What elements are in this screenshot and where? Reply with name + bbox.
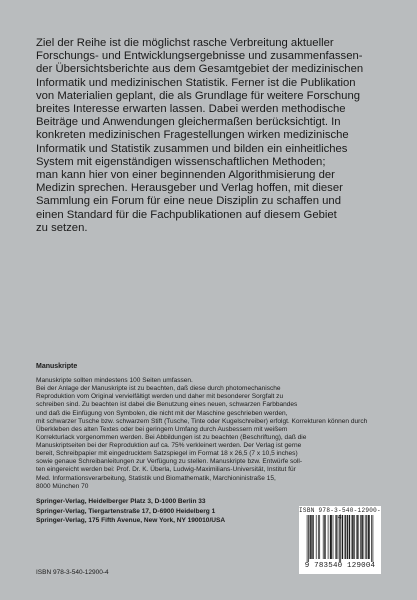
barcode [299,506,381,574]
barcode-bar [366,515,367,559]
barcode-bar [342,515,343,559]
barcode-bar [371,515,372,562]
barcode-bar [363,515,364,559]
barcode-bar [356,515,357,559]
barcode-bars [299,515,381,562]
barcode-bar [352,515,353,559]
barcode-bar [347,515,348,559]
barcode-isbn-label: ISBN 978-3-540-12900-4 [299,507,381,521]
barcode-bar [349,515,350,559]
barcode-bar [325,515,326,559]
barcode-bar [361,515,362,559]
publisher-addresses [36,497,276,526]
barcode-bar [310,515,311,559]
barcode-bar [342,515,343,559]
barcode-bar [335,515,336,559]
barcode-bar [339,515,340,562]
barcode-bar [308,515,309,562]
barcode-bar [312,515,313,559]
barcode-bar [368,515,369,559]
barcode-bar [357,515,358,559]
barcode-bar [353,515,354,559]
barcode-bar [328,515,329,559]
address-new-york: Springer-Verlag, 175 Fifth Avenue, New York, NY 190010/USA [36,517,226,525]
manuskripte-text: Manuskripte sollten mindestens 100 Seiten umfassen. Bei der Anlage der Manuskripte ist zu beachten, daß diese durch photomechanische Reproduktion vom Original vervielfältigt werden und daher mit besonderer Sorgfalt zu schreiben sind. Zu beachten ist dabei die Benutzung eines neuen, schwarzen Farbbandes und daß die Einfügung von Symbolen, die nicht mit der Maschine geschrieben werden, mit schwarzer Tusche bzw. schwarzem Stift (Tusche, Tinte oder Kugelschreiber) erfolgt. Korrekturen können durch Überkleben des alten Textes oder bei geringem Umfang durch Ausbessern mit weißem Korrekturlack vorgenommen werden. Bei Abbildungen ist zu beachten (Beschriftung), daß die Manuskriptseiten bei der Reproduktion auf ca. 75% verkleinert werden. Der Verlag ist gerne bereit, Schreibpapier mit eingedrucktem Satzspiegel im Format 18 x 26,5 (7 x 10,5 inches) sowie genaue Schreibanleitungen zur Verfügung zu stellen. Manuskripte bzw. Entwürfe soll- ten eingereicht werden bei: Prof. Dr. K. Überla, Ludwig-Maximilians-Universität, Institut für Med. Informationsverarbeitung, Statistik und Biomathematik, Marchioninistraße 15, 8000 München 70 [36,377,368,490]
barcode-digits: 9 783540 129004 [304,562,376,570]
barcode-bar [311,515,312,559]
barcode-bar [345,515,346,559]
barcode-bar [368,515,369,559]
barcode-bar [347,515,348,559]
series-description: Ziel der Reihe ist die möglichst rasche Verbreitung aktueller Forschungs- und Entwicklungsergebnisse und zusammenfassen- der Übersichtsberichte aus dem Gesamtgebiet der medizinischen Informatik und medizinischen Statistik. Ferner ist die Publikation von Materialien geplant, die als Grundlage für weitere Forschung breites Interesse erwarten lassen. Dabei werden methodische Beiträge und Anwendungen gleichermaßen berücksichtigt. In konkreten medizinischen Fragestellungen wirken medizinische Informatik und Statistik zusammen und bilden ein einheitliches System mit eigenständigen wissenschaftlichen Methoden; man kann hier von einer beginnenden Algorithmisierung der Medizin sprechen. Herausgeber und Verlag hoffen, mit dieser Sammlung ein Forum für eine neue Disziplin zu schaffen und einen Standard für die Fachpublikationen auf diesem Gebiet zu setzen. [36,37,364,234]
isbn-text: ISBN 978-3-540-12900-4 [36,569,109,576]
barcode-bar [333,515,334,559]
barcode-bar [313,515,314,559]
manuskripte-heading: Manuskripte [36,363,78,370]
barcode-bar [330,515,331,559]
barcode-bar [349,515,350,559]
barcode-bar [340,515,341,562]
address-heidelberg: Springer-Verlag, Tiergartenstraße 17, D-6900 Heidelberg 1 [36,507,216,515]
barcode-bar [316,515,317,559]
barcode-bar [323,515,324,559]
barcode-bar [360,515,361,559]
barcode-bar [318,515,319,559]
barcode-bar [369,515,370,559]
barcode-bar [345,515,346,559]
barcode-bar [310,515,311,559]
barcode-bar [331,515,332,559]
barcode-bar [307,515,308,562]
barcode-bar [319,515,320,559]
address-berlin: Springer-Verlag, Heidelberger Platz 3, D-1000 Berlin 33 [36,498,206,505]
barcode-bar [331,515,332,559]
barcode-bar [336,515,337,559]
barcode-bar [362,515,363,559]
barcode-bar [373,515,374,562]
barcode-bar [365,515,366,559]
barcode-bar [354,515,355,559]
barcode-bar [352,515,353,559]
barcode-bar [338,515,339,559]
barcode-bar [358,515,359,559]
barcode-bar [324,515,325,559]
